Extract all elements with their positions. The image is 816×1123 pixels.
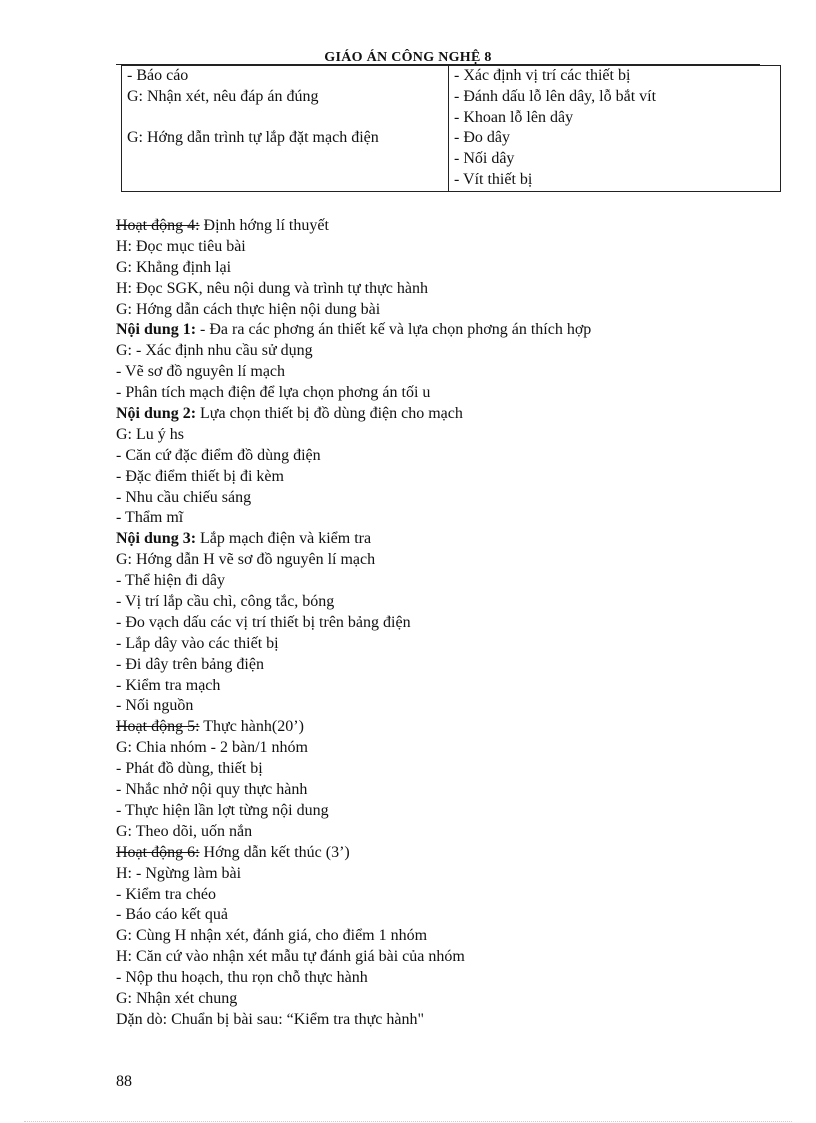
activity-title: Hớng dẫn kết thúc (3’): [199, 843, 350, 861]
text-line: H: Căn cứ vào nhận xét mẫu tự đánh giá bài của nhóm: [116, 948, 465, 966]
table-line: - Đánh dấu lỗ lên dây, lỗ bắt vít: [454, 87, 657, 105]
text-line: - Lắp dây vào các thiết bị: [116, 634, 279, 652]
text-line: - Nối nguồn: [116, 697, 194, 715]
activity-5-heading: [116, 717, 796, 738]
text-line: - Kiểm tra mạch: [116, 676, 221, 694]
text-line: - Căn cứ đặc điểm đồ dùng điện: [116, 446, 321, 464]
page-header-title: GIÁO ÁN CÔNG NGHỆ 8: [324, 50, 492, 65]
text-line: - Nhu cầu chiếu sáng: [116, 488, 252, 506]
table-line: - Xác định vị trí các thiết bị: [454, 67, 631, 84]
text-line: G: Theo dõi, uốn nắn: [116, 822, 253, 840]
text-line: - Thể hiện đi dây: [116, 572, 226, 590]
table-row: [122, 66, 781, 192]
text-line: - Nhắc nhở nội quy thực hành: [116, 781, 308, 799]
activity-label: Hoạt động 4:: [116, 217, 200, 234]
text-line: G: Nhận xét chung: [116, 989, 238, 1007]
text-line: - Thẩm mĩ: [116, 509, 184, 527]
table-line: - Vít thiết bị: [454, 170, 533, 188]
text-line: - Vị trí lắp cầu chì, công tắc, bóng: [116, 593, 335, 611]
table-line: - Đo dây: [454, 129, 510, 147]
content-title: Lắp mạch điện và kiểm tra: [196, 530, 372, 548]
text-line: G: Chia nhóm - 2 bàn/1 nhóm: [116, 739, 308, 757]
text-line: G: Cùng H nhận xét, đánh giá, cho điểm 1 nhóm: [116, 927, 428, 945]
text-line: G: Khẳng định lại: [116, 258, 232, 276]
content-label: Nội dung 3:: [116, 530, 197, 548]
activity-title: Thực hành(20’): [199, 718, 304, 736]
text-line: Dặn dò: Chuẩn bị bài sau: “Kiểm tra thực hành": [116, 1010, 425, 1028]
text-line: - Báo cáo kết quả: [116, 906, 228, 924]
content-1-heading: [116, 320, 796, 341]
content-title: Lựa chọn thiết bị đồ dùng điện cho mạch: [196, 405, 463, 423]
table-line: - Khoan lỗ lên dây: [454, 108, 574, 126]
footer-rule: [24, 1121, 792, 1122]
text-line: - Nộp thu hoạch, thu rọn chỗ thực hành: [116, 969, 368, 987]
table-cell-teacher-activities: [122, 66, 449, 192]
activity-label: Hoạt động 6:: [116, 843, 200, 861]
text-line: - Phân tích mạch điện để lựa chọn phơng án tối u: [116, 384, 431, 402]
text-line: G: Hớng dẫn cách thực hiện nội dung bài: [116, 300, 381, 318]
table-line: [127, 108, 443, 129]
text-line: - Vẽ sơ đồ nguyên lí mạch: [116, 363, 286, 381]
content-3-heading: [116, 529, 796, 550]
text-line: H: - Ngừng làm bài: [116, 864, 242, 882]
text-line: - Đi dây trên bảng điện: [116, 655, 264, 673]
table-line: [127, 170, 443, 191]
lesson-table: [121, 65, 781, 192]
text-line: - Đặc điểm thiết bị đi kèm: [116, 467, 284, 485]
content-title: - Đa ra các phơng án thiết kế và lựa chọn phơng án thích hợp: [196, 321, 592, 339]
activity-title: Định hớng lí thuyết: [199, 217, 329, 234]
page-number: 88: [116, 1073, 132, 1090]
text-line: - Phát đồ dùng, thiết bị: [116, 760, 263, 778]
text-line: - Kiểm tra chéo: [116, 885, 216, 903]
table-line: - Nối dây: [454, 150, 515, 168]
text-line: - Đo vạch dấu các vị trí thiết bị trên bảng điện: [116, 613, 411, 631]
table-line: G: Nhận xét, nêu đáp án đúng: [127, 87, 319, 105]
activity-6-heading: [116, 843, 796, 864]
lesson-body: [116, 216, 796, 1031]
content-2-heading: [116, 404, 796, 425]
content-label: Nội dung 1:: [116, 321, 197, 339]
text-line: G: Hớng dẫn H vẽ sơ đồ nguyên lí mạch: [116, 551, 376, 569]
text-line: H: Đọc mục tiêu bài: [116, 237, 246, 255]
table-line: - Báo cáo: [127, 67, 189, 84]
table-cell-student-activities: [449, 66, 781, 192]
table-line: G: Hớng dẫn trình tự lắp đặt mạch điện: [127, 129, 379, 147]
activity-label: Hoạt động 5:: [116, 718, 200, 736]
text-line: H: Đọc SGK, nêu nội dung và trình tự thực hành: [116, 279, 428, 297]
table-line: [127, 149, 443, 170]
text-line: G: Lu ý hs: [116, 425, 184, 443]
content-label: Nội dung 2:: [116, 405, 197, 423]
text-line: - Thực hiện lần lợt từng nội dung: [116, 801, 329, 819]
text-line: G: - Xác định nhu cầu sử dụng: [116, 342, 313, 360]
activity-4-heading: [116, 216, 796, 237]
